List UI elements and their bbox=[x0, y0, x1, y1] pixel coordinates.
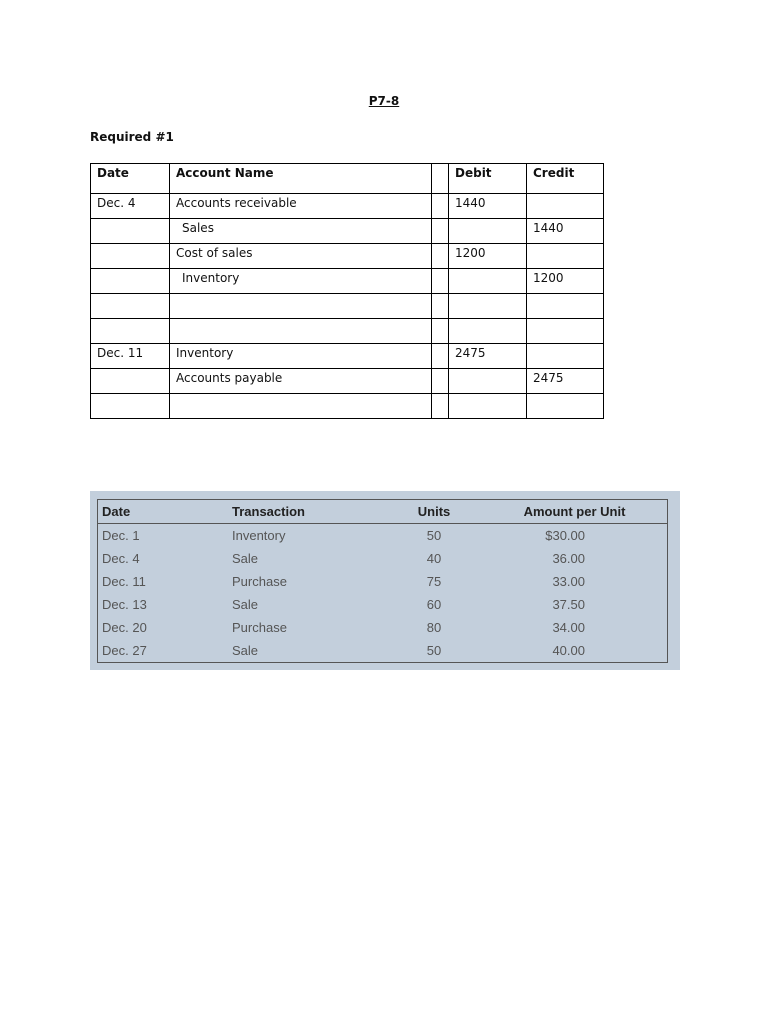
transaction-cell-amount: $30.00 bbox=[545, 528, 585, 543]
journal-cell-debit: 2475 bbox=[449, 344, 527, 369]
journal-cell-spacer bbox=[432, 369, 449, 394]
transaction-cell-date: Dec. 13 bbox=[102, 597, 147, 612]
journal-cell-date bbox=[91, 319, 170, 344]
journal-cell-debit bbox=[449, 369, 527, 394]
document-title: P7-8 bbox=[368, 94, 400, 108]
transactions-header-units: Units bbox=[386, 500, 482, 524]
journal-cell-account: Inventory bbox=[170, 269, 432, 294]
journal-cell-credit: 1200 bbox=[527, 269, 604, 294]
transaction-cell-type: Sale bbox=[232, 643, 259, 658]
transaction-cell-units: 80 bbox=[426, 620, 442, 635]
transaction-cell-units: 75 bbox=[426, 574, 442, 589]
journal-header-credit: Credit bbox=[527, 164, 604, 194]
transaction-cell-date: Dec. 1 bbox=[102, 528, 140, 543]
journal-row bbox=[91, 369, 604, 394]
journal-row bbox=[91, 294, 604, 319]
journal-cell-debit bbox=[449, 294, 527, 319]
journal-cell-credit: 2475 bbox=[527, 369, 604, 394]
journal-row bbox=[91, 344, 604, 369]
journal-cell-account bbox=[170, 394, 432, 419]
journal-cell-date bbox=[91, 369, 170, 394]
journal-cell-debit bbox=[449, 394, 527, 419]
journal-cell-debit: 1200 bbox=[449, 244, 527, 269]
journal-cell-date bbox=[91, 219, 170, 244]
transactions-header-amount: Amount per Unit bbox=[482, 500, 668, 524]
journal-cell-debit bbox=[449, 219, 527, 244]
journal-cell-date bbox=[91, 244, 170, 269]
journal-cell-account bbox=[170, 319, 432, 344]
transaction-row bbox=[98, 639, 668, 663]
journal-cell-account: Cost of sales bbox=[170, 244, 432, 269]
journal-cell-spacer bbox=[432, 219, 449, 244]
transaction-cell-date: Dec. 11 bbox=[102, 574, 146, 589]
transactions-header-transaction: Transaction bbox=[228, 500, 386, 524]
transaction-row bbox=[98, 570, 668, 593]
transaction-cell-date: Dec. 20 bbox=[102, 620, 147, 635]
journal-cell-debit bbox=[449, 269, 527, 294]
journal-cell-account bbox=[170, 294, 432, 319]
journal-cell-date bbox=[91, 394, 170, 419]
transaction-cell-amount: 36.00 bbox=[552, 551, 585, 566]
journal-cell-credit bbox=[527, 294, 604, 319]
journal-cell-date: Dec. 4 bbox=[91, 194, 170, 219]
transactions-panel bbox=[90, 491, 680, 670]
transaction-cell-amount: 37.50 bbox=[552, 597, 585, 612]
journal-cell-spacer bbox=[432, 194, 449, 219]
journal-header-spacer bbox=[432, 164, 449, 194]
journal-cell-date bbox=[91, 269, 170, 294]
journal-header-account: Account Name bbox=[170, 164, 432, 194]
journal-cell-date: Dec. 11 bbox=[91, 344, 170, 369]
journal-header-row bbox=[91, 164, 604, 194]
journal-row bbox=[91, 194, 604, 219]
journal-header-debit: Debit bbox=[449, 164, 527, 194]
journal-row bbox=[91, 394, 604, 419]
transaction-cell-units: 60 bbox=[426, 597, 442, 612]
journal-cell-debit: 1440 bbox=[449, 194, 527, 219]
transaction-cell-amount: 40.00 bbox=[552, 643, 585, 658]
journal-row bbox=[91, 219, 604, 244]
transactions-header-date: Date bbox=[98, 500, 229, 524]
transaction-row bbox=[98, 616, 668, 639]
journal-cell-credit: 1440 bbox=[527, 219, 604, 244]
journal-cell-spacer bbox=[432, 294, 449, 319]
transaction-cell-type: Purchase bbox=[232, 620, 287, 635]
journal-cell-spacer bbox=[432, 319, 449, 344]
transaction-cell-units: 50 bbox=[426, 528, 442, 543]
transaction-row bbox=[98, 524, 668, 548]
transaction-cell-type: Sale bbox=[232, 597, 259, 612]
journal-cell-spacer bbox=[432, 269, 449, 294]
journal-cell-spacer bbox=[432, 394, 449, 419]
transaction-cell-units: 50 bbox=[426, 643, 442, 658]
journal-cell-credit bbox=[527, 244, 604, 269]
journal-cell-account: Inventory bbox=[170, 344, 432, 369]
transaction-cell-amount: 34.00 bbox=[552, 620, 585, 635]
journal-cell-account: Accounts receivable bbox=[170, 194, 432, 219]
transaction-cell-type: Purchase bbox=[232, 574, 287, 589]
transaction-cell-type: Sale bbox=[232, 551, 259, 566]
transaction-cell-type: Inventory bbox=[232, 528, 286, 543]
journal-cell-debit bbox=[449, 319, 527, 344]
journal-header-date: Date bbox=[91, 164, 170, 194]
journal-cell-credit bbox=[527, 319, 604, 344]
transaction-row bbox=[98, 547, 668, 570]
journal-row bbox=[91, 269, 604, 294]
journal-cell-spacer bbox=[432, 344, 449, 369]
required-label: Required #1 bbox=[90, 130, 174, 144]
journal-cell-spacer bbox=[432, 244, 449, 269]
journal-cell-account: Accounts payable bbox=[170, 369, 432, 394]
transaction-row bbox=[98, 593, 668, 616]
journal-cell-credit bbox=[527, 194, 604, 219]
transaction-cell-units: 40 bbox=[426, 551, 442, 566]
journal-row bbox=[91, 319, 604, 344]
transactions-header-row bbox=[98, 500, 668, 524]
transaction-cell-date: Dec. 4 bbox=[102, 551, 140, 566]
journal-row bbox=[91, 244, 604, 269]
journal-entry-table bbox=[90, 163, 604, 419]
transaction-cell-date: Dec. 27 bbox=[102, 643, 147, 658]
journal-cell-date bbox=[91, 294, 170, 319]
transactions-table bbox=[97, 499, 668, 663]
transaction-cell-amount: 33.00 bbox=[552, 574, 585, 589]
journal-cell-account: Sales bbox=[170, 219, 432, 244]
journal-cell-credit bbox=[527, 344, 604, 369]
journal-cell-credit bbox=[527, 394, 604, 419]
